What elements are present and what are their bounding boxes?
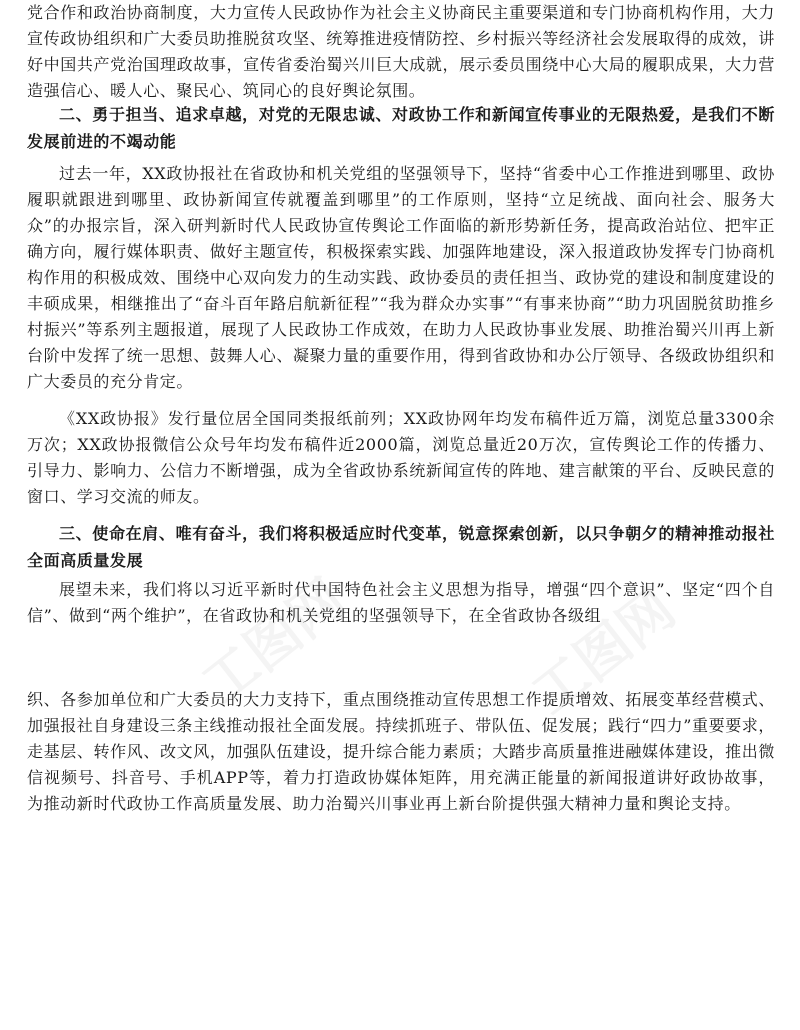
paragraph-3b: 织、各参加单位和广大委员的大力支持下，重点围绕推动宣传思想工作提质增效、拓展变革经营模式、加强报社自身建设三条主线推动报社全面发展。持续抓班子、带队伍、促发展；践行“四力”重要要求，走基层、转作风、改文风，加强队伍建设，提升综合能力素质；大踏步高质量推进融媒体建设，推出微信视频号、抖音号、手机APP等，着力打造政协媒体矩阵，用充满正能量的新闻报道讲好政协故事，为推动新时代政协工作高质量发展、助力治蜀兴川事业再上新台阶提供强大精神力量和舆论支持。: [27, 690, 775, 813]
paragraph-intro: 党合作和政治协商制度，大力宣传人民政协作为社会主义协商民主重要渠道和专门协商机构作用，大力宣传政协组织和广大委员助推脱贫攻坚、统筹推进疫情防控、乡村振兴等经济社会发展取得的成效，讲好中国共产党治国理政故事，宣传省委治蜀兴川巨大成就，展示委员围绕中心大局的履职成果，大力营造强信心、暖人心、聚民心、筑同心的良好舆论氛围。: [27, 3, 775, 100]
paragraph-3a: 展望未来，我们将以习近平新时代中国特色社会主义思想为指导，增强“四个意识”、坚定“四个自信”、做到“两个维护”，在省政协和机关党组的坚强领导下，在全省政协各级组: [27, 580, 775, 625]
watermark: 工图网: [190, 566, 357, 717]
paragraph-2a: 过去一年，XX政协报社在省政协和机关党组的坚强领导下，坚持“省委中心工作推进到哪里、政协履职就跟进到哪里、政协新闻宣传就覆盖到哪里”的工作原则，坚持“立足统战、面向社会、服务大众”的办报宗旨，深入研判新时代人民政协宣传舆论工作面临的新形势新任务，提高政治站位、把牢正确方向，履行媒体职责、做好主题宣传，积极探索实践、加强阵地建设，深入报道政协发挥专门协商机构作用的积极成效、围绕中心双向发力的生动实践、政协委员的责任担当、政协党的建设和制度建设的丰硕成果，相继推出了“奋斗百年路启航新征程”“我为群众办实事”“有事来协商”“助力巩固脱贫助推乡村振兴”等系列主题报道，展现了人民政协工作成效，在助力人民政协事业发展、助推治蜀兴川再上新台阶中发挥了统一思想、鼓舞人心、凝聚力量的重要作用，得到省政协和办公厅领导、各级政协组织和广大委员的充分肯定。: [27, 164, 775, 391]
section-heading-2: 二、勇于担当、追求卓越，对党的无限忠诚、对政协工作和新闻宣传事业的无限热爱，是我们不断发展前进的不竭动能: [27, 105, 775, 151]
section-heading-3: 三、使命在肩、唯有奋斗，我们将积极适应时代变革，锐意探索创新，以只争朝夕的精神推动报社全面高质量发展: [27, 524, 775, 570]
paragraph-2b: 《XX政协报》发行量位居全国同类报纸前列；XX政协网年均发布稿件近万篇，浏览总量3300余万次；XX政协报微信公众号年均发布稿件近2000篇，浏览总量近20万次，宣传舆论工作的传播力、引导力、影响力、公信力不断增强，成为全省政协系统新闻宣传的阵地、建言献策的平台、反映民意的窗口、学习交流的师友。: [27, 409, 775, 506]
watermark: 工图网: [520, 576, 687, 727]
